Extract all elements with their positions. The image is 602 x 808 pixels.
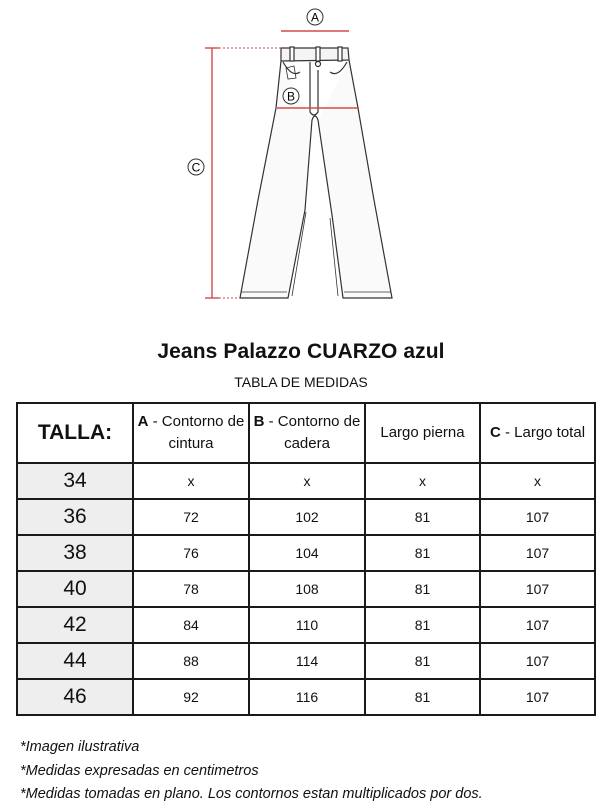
hip-cell: 116 xyxy=(249,679,365,715)
svg-text:C: C xyxy=(191,160,201,175)
size-cell: 44 xyxy=(17,643,133,679)
size-cell: 36 xyxy=(17,499,133,535)
size-cell: 38 xyxy=(17,535,133,571)
total-cell: 107 xyxy=(480,643,595,679)
size-cell: 40 xyxy=(17,571,133,607)
header-hip-letter: B xyxy=(253,413,265,430)
total-cell: 107 xyxy=(480,535,595,571)
waist-cell: 76 xyxy=(133,535,249,571)
table-row xyxy=(17,679,595,715)
hip-cell: 114 xyxy=(249,643,365,679)
svg-text:A: A xyxy=(310,10,320,25)
table-header-row xyxy=(17,403,595,463)
product-title: Jeans Palazzo CUARZO azul xyxy=(157,340,445,363)
total-cell: 107 xyxy=(480,679,595,715)
table-row xyxy=(17,643,595,679)
table-row xyxy=(17,463,595,499)
total-cell: 107 xyxy=(480,607,595,643)
header-waist xyxy=(133,403,249,463)
leg-cell: x xyxy=(365,463,480,499)
table-row xyxy=(17,607,595,643)
table-row xyxy=(17,535,595,571)
total-cell: 107 xyxy=(480,499,595,535)
hip-cell: 110 xyxy=(249,607,365,643)
footnote-illustrative: *Imagen ilustrativa xyxy=(20,739,140,755)
header-total-letter: C xyxy=(489,424,501,441)
footnote-flat-measure: *Medidas tomadas en plano. Los contornos estan multiplicados por dos. xyxy=(20,786,483,802)
header-hip-text: - Contorno de cadera xyxy=(264,413,361,452)
label-c-marker xyxy=(188,159,204,175)
waist-cell: 92 xyxy=(133,679,249,715)
header-total-text: - Largo total xyxy=(500,424,586,441)
footnotes xyxy=(20,736,483,807)
label-a-marker xyxy=(307,9,323,25)
leg-cell: 81 xyxy=(365,607,480,643)
header-leg-length: Largo pierna xyxy=(365,403,480,463)
leg-cell: 81 xyxy=(365,643,480,679)
header-total-length xyxy=(480,403,595,463)
total-cell: x xyxy=(480,463,595,499)
leg-cell: 81 xyxy=(365,535,480,571)
header-hip xyxy=(249,403,365,463)
hip-cell: x xyxy=(249,463,365,499)
footnote-units: *Medidas expresadas en centimetros xyxy=(20,762,259,779)
waist-cell: 84 xyxy=(133,607,249,643)
size-cell: 34 xyxy=(17,463,133,499)
waist-cell: 88 xyxy=(133,643,249,679)
leg-cell: 81 xyxy=(365,499,480,535)
leg-cell: 81 xyxy=(365,679,480,715)
size-chart-table xyxy=(16,402,596,716)
hip-cell: 108 xyxy=(249,571,365,607)
hip-cell: 104 xyxy=(249,535,365,571)
label-b-marker xyxy=(283,88,299,104)
jeans-illustration xyxy=(240,47,392,298)
waist-cell: 78 xyxy=(133,571,249,607)
table-row xyxy=(17,499,595,535)
waist-cell: x xyxy=(133,463,249,499)
header-talla: TALLA: xyxy=(17,403,133,463)
table-subtitle: TABLA DE MEDIDAS xyxy=(234,374,368,390)
jeans-measurement-diagram xyxy=(0,0,602,330)
header-waist-text: - Contorno de cintura xyxy=(148,413,245,452)
header-waist-letter: A xyxy=(137,413,149,430)
size-cell: 46 xyxy=(17,679,133,715)
svg-text:B: B xyxy=(286,89,296,104)
hip-cell: 102 xyxy=(249,499,365,535)
size-cell: 42 xyxy=(17,607,133,643)
total-cell: 107 xyxy=(480,571,595,607)
waist-cell: 72 xyxy=(133,499,249,535)
table-row xyxy=(17,571,595,607)
leg-cell: 81 xyxy=(365,571,480,607)
